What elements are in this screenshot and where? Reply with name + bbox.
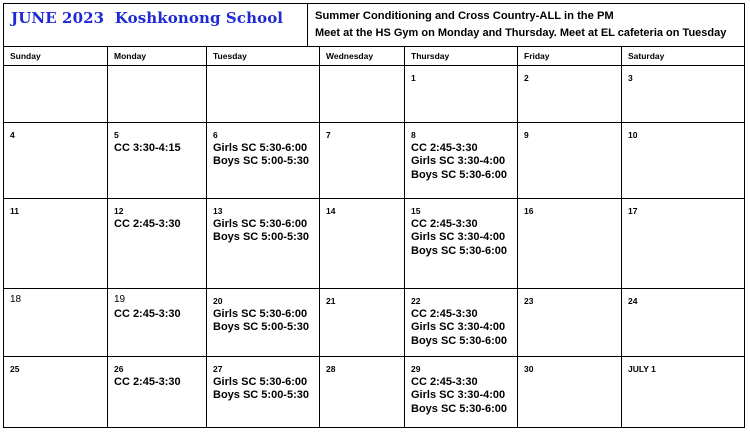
day-number: 6 [213, 130, 218, 140]
weekday-label: Monday [114, 51, 147, 61]
day-number: 16 [524, 206, 534, 216]
description-box [308, 4, 744, 46]
day-events [213, 218, 309, 245]
day-cell [207, 66, 320, 122]
weekday-cell [108, 46, 207, 65]
week-row [4, 123, 744, 199]
day-number: 15 [411, 206, 421, 216]
event-item: Girls SC 3:30-4:00 [411, 321, 506, 334]
day-number: 30 [524, 364, 534, 374]
day-cell [518, 289, 622, 356]
day-cell [4, 199, 108, 288]
event-item: Boys SC 5:00-5:30 [213, 389, 309, 402]
day-number: 5 [114, 130, 119, 140]
weekday-cell [207, 46, 320, 65]
day-events [114, 142, 181, 155]
day-cell [108, 66, 207, 122]
day-number: 11 [10, 206, 19, 216]
week-row [4, 357, 744, 427]
day-cell [108, 123, 207, 198]
day-cell [518, 357, 622, 427]
event-item: Girls SC 5:30-6:00 [213, 308, 308, 320]
event-item: CC 2:45-3:30 [114, 376, 181, 388]
day-events [114, 218, 181, 231]
event-item: CC 2:45-3:30 [411, 142, 478, 154]
weekday-header-row [4, 46, 744, 66]
day-cell [108, 357, 207, 427]
day-cell [622, 199, 744, 288]
weekday-cell [4, 46, 108, 65]
day-number: 12 [114, 206, 124, 216]
day-number: 18 [10, 294, 22, 305]
day-cell [320, 66, 405, 122]
day-events [411, 308, 507, 348]
weekday-label: Thursday [411, 51, 450, 61]
day-cell [622, 357, 744, 427]
day-cell [405, 357, 518, 427]
day-cell [518, 123, 622, 198]
title-box [4, 4, 308, 46]
calendar-header [4, 4, 744, 47]
day-cell [622, 123, 744, 198]
day-events [213, 142, 309, 169]
day-cell [320, 123, 405, 198]
day-events [114, 376, 181, 389]
day-number: 13 [213, 206, 223, 216]
day-events [114, 308, 181, 321]
day-cell [207, 357, 320, 427]
day-number: 23 [524, 296, 534, 306]
weekday-label: Tuesday [213, 51, 247, 61]
day-number: 27 [213, 364, 223, 374]
day-cell [320, 199, 405, 288]
day-cell [405, 289, 518, 356]
day-number: 20 [213, 296, 223, 306]
day-cell [207, 123, 320, 198]
weekday-label: Saturday [628, 51, 665, 61]
event-item: Girls SC 5:30-6:00 [213, 376, 308, 388]
event-item: CC 2:45-3:30 [411, 376, 478, 388]
day-cell [320, 357, 405, 427]
day-cell [4, 289, 108, 356]
day-events [411, 376, 507, 416]
event-item: Girls SC 3:30-4:00 [411, 389, 506, 402]
day-number: 24 [628, 296, 638, 306]
event-item: Girls SC 5:30-6:00 [213, 218, 308, 230]
description-line-2: Meet at the HS Gym on Monday and Thursday. Meet at EL cafeteria on Tuesday [315, 27, 727, 39]
day-number: 9 [524, 130, 529, 140]
day-cell [622, 66, 744, 122]
day-cell [405, 66, 518, 122]
weekday-cell [518, 46, 622, 65]
event-item: Girls SC 5:30-6:00 [213, 142, 308, 154]
day-number: 25 [10, 364, 20, 374]
calendar-grid [4, 46, 744, 427]
day-cell [4, 66, 108, 122]
day-number: 10 [628, 130, 638, 140]
day-number: 29 [411, 364, 421, 374]
day-cell [4, 357, 108, 427]
event-item: Boys SC 5:00-5:30 [213, 155, 309, 168]
day-number: 26 [114, 364, 124, 374]
week-row [4, 66, 744, 123]
weekday-cell [405, 46, 518, 65]
day-number: 7 [326, 130, 331, 140]
day-number: 21 [326, 296, 336, 306]
day-cell [108, 199, 207, 288]
weekday-cell [320, 46, 405, 65]
day-events [411, 218, 507, 258]
day-number: 8 [411, 130, 416, 140]
day-number: 3 [628, 73, 633, 83]
event-item: Boys SC 5:30-6:00 [411, 244, 507, 257]
day-events [213, 308, 309, 335]
weekday-label: Wednesday [326, 51, 374, 61]
day-cell [622, 289, 744, 356]
week-row [4, 199, 744, 289]
day-cell [108, 289, 207, 356]
calendar-title: JUNE 2023 Koshkonong School [11, 9, 284, 27]
event-item: CC 2:45-3:30 [114, 308, 181, 320]
weekday-label: Friday [524, 51, 550, 61]
event-item: CC 2:45-3:30 [114, 218, 181, 230]
event-item: CC 2:45-3:30 [411, 218, 478, 230]
event-item: CC 3:30-4:15 [114, 142, 181, 154]
event-item: Boys SC 5:30-6:00 [411, 334, 507, 347]
day-number: 17 [628, 206, 638, 216]
event-item: Boys SC 5:00-5:30 [213, 231, 309, 244]
day-cell [207, 199, 320, 288]
event-item: Girls SC 3:30-4:00 [411, 231, 506, 244]
description-line-1: Summer Conditioning and Cross Country-ALL in the PM [315, 10, 614, 22]
day-number: 19 [114, 294, 126, 305]
event-item: Boys SC 5:30-6:00 [411, 168, 507, 181]
day-cell [207, 289, 320, 356]
day-cell [405, 199, 518, 288]
day-number: 14 [326, 206, 336, 216]
day-events [411, 142, 507, 182]
day-number: 4 [10, 130, 15, 140]
day-events [213, 376, 309, 403]
day-number: 1 [411, 73, 416, 83]
day-cell [4, 123, 108, 198]
event-item: Boys SC 5:30-6:00 [411, 402, 507, 415]
weekday-cell [622, 46, 744, 65]
event-item: CC 2:45-3:30 [411, 308, 478, 320]
day-cell [518, 199, 622, 288]
day-cell [518, 66, 622, 122]
event-item: Boys SC 5:00-5:30 [213, 321, 309, 334]
day-number: 28 [326, 364, 336, 374]
day-number: JULY 1 [628, 364, 656, 374]
calendar [3, 3, 745, 428]
day-cell [320, 289, 405, 356]
week-row [4, 289, 744, 357]
day-cell [405, 123, 518, 198]
day-number: 22 [411, 296, 421, 306]
event-item: Girls SC 3:30-4:00 [411, 155, 506, 168]
weekday-label: Sunday [10, 51, 41, 61]
day-number: 2 [524, 73, 529, 83]
